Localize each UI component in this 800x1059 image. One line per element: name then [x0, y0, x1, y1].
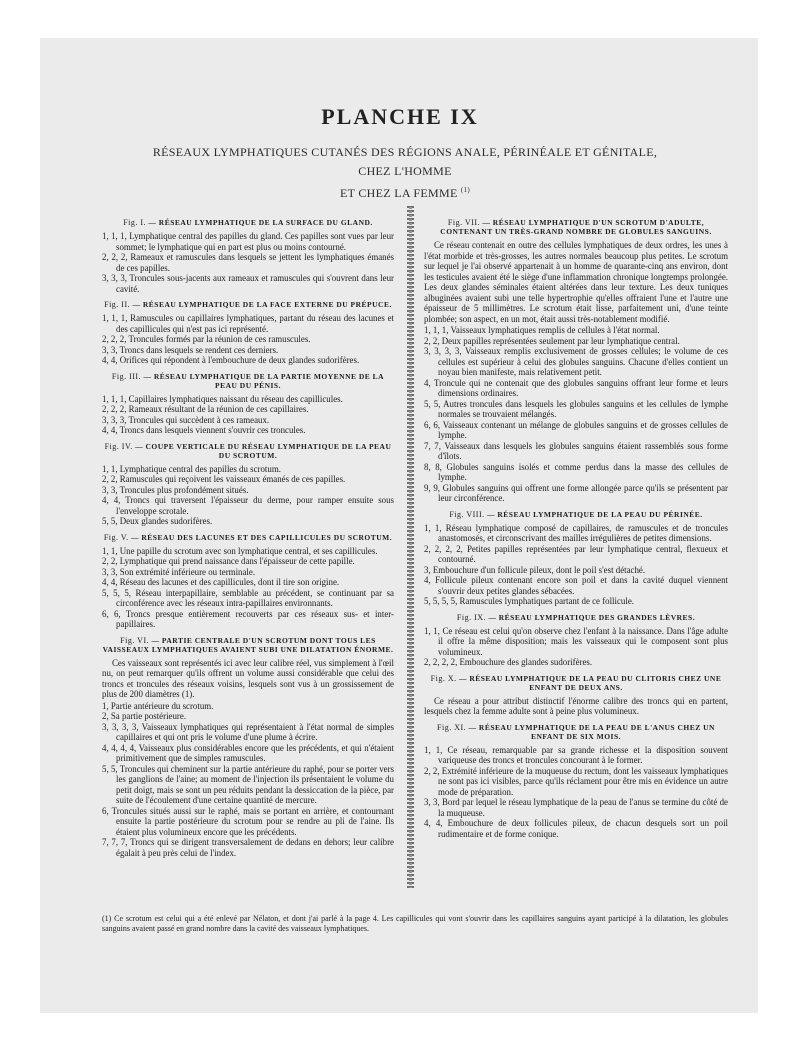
legend-item: 5, 5, Troncules qui cheminent sur la partie antérieure du raphé, pour se porter vers les ganglions de l'aine; au moment de l'injection ils présentaient le volume du petit doigt, mais se sont un peu réduits pendant la dessiccation de la pièce, par suite de l'écoulement d'une certaine quantité de mercure. — [102, 763, 394, 805]
figure-heading — [102, 218, 394, 227]
figure-title: — RÉSEAU LYMPHATIQUE DE LA FACE EXTERNE DU PRÉPUCE. — [132, 300, 392, 309]
legend-item: 9, 9, Globules sanguins qui offrent une forme allongée parce qu'ils se présentent par leur circonférence. — [424, 482, 728, 503]
legend-item: 4, 4, Réseau des lacunes et des capillicules, dont il tire son origine. — [102, 577, 340, 587]
legend-item: 1, 1, 1, Capillaires lymphatiques naissant du réseau des capillicules. — [102, 393, 343, 404]
figure-title: — RÉSEAU LYMPHATIQUE DE LA SURFACE DU GLAND. — [148, 218, 373, 227]
legend-item: 4, Troncule qui ne contenait que des globules sanguins offrant leur forme et leurs dimensions ordinaires. — [424, 377, 728, 398]
figure-title: — RÉSEAU LYMPHATIQUE DES GRANDES LÈVRES. — [488, 612, 696, 622]
legend-item: 2, 2, 2, 2, Embouchure des glandes sudorifères. — [424, 657, 593, 667]
legend-item: 5, 5, Deux glandes sudorifères. — [102, 516, 213, 526]
legend-item: 2, 2, 2, Rameaux résultant de la réunion de ces capillaires. — [102, 404, 309, 414]
figure-section — [102, 218, 394, 294]
figure-section — [424, 613, 728, 668]
legend-item: 1, 1, Ce réseau est celui qu'on observe chez l'enfant à la naissance. Dans l'âge adulte il offre la même disposition; mais les vaisseaux qui le composent sont plus volumineux. — [424, 625, 728, 657]
figure-section — [102, 533, 394, 630]
figure-number: Fig. V. — [103, 532, 129, 542]
footnote: (1) Ce scrotum est celui qui a été enlevé par Nélaton, et dont j'ai parlé à la page 4. Les capillicules qui vont s'ouvrir dans les capillaires sanguins ayant participé à la dilatation, les globules sanguins avaient passé en grand nombre dans la cavité des vaisseaux lymphatiques. — [102, 914, 728, 933]
legend-item: 2, Sa partie postérieure. — [102, 711, 187, 721]
figure-title: — COUPE VERTICALE DU RÉSEAU LYMPHATIQUE DE LA PEAU DU SCROTUM. — [135, 441, 392, 460]
legend-item: 5, 5, 5, Réseau interpapillaire, semblable au précédent, se continuant par sa circonférence avec les réseaux intra-papillaires environnants. — [102, 587, 394, 608]
legend-item: 1, Partie antérieure du scrotum. — [102, 700, 214, 711]
legend-item: 3, 3, 3, Troncules sous-jacents aux rameaux et ramuscules qui s'ouvrent dans leur cavité. — [102, 273, 394, 294]
figure-intro: Ces vaisseaux sont représentés ici avec leur calibre réel, vus simplement à l'œil nu, on peut remarquer qu'ils offrent un volume aussi considérable que celui des troncs et troncules des réseaux voisins, lesquels sont vus à un grossissement de plus de 200 diamètres (1). — [102, 657, 394, 699]
figure-number: Fig. VII. — [447, 218, 481, 227]
legend-item: 5, 5, Autres troncules dans lesquels les globules sanguins et les cellules de lymphe normales se trouvaient mélangés. — [424, 398, 728, 419]
legend-item: 3, 3, 3, 3, Vaisseaux remplis exclusivement de grosses cellules; le volume de ces cellules est supérieur à celui des globules sanguins. Chacune d'elles contient un noyau bien manifeste, mais relativement petit. — [424, 346, 728, 377]
figure-number: Fig. I. — [123, 218, 147, 227]
column-divider — [407, 206, 414, 888]
figure-section — [424, 510, 728, 607]
figure-title: — RÉSEAU LYMPHATIQUE D'UN SCROTUM D'ADULTE, CONTENANT UN TRÈS-GRAND NOMBRE DE GLOBULES SANGUINS. — [440, 218, 712, 236]
legend-item: 7, 7, 7, Troncs qui se dirigent transversalement de dedans en dehors; leur calibre égalait à peu près celui de l'index. — [102, 837, 394, 858]
figure-heading — [424, 510, 728, 519]
legend-item: 3, 3, Troncs dans lesquels se rendent ces derniers. — [102, 344, 279, 355]
figure-title: — RÉSEAU DES LACUNES ET DES CAPILLICULES DU SCROTUM. — [131, 532, 393, 542]
figure-heading — [102, 442, 394, 460]
figure-heading — [102, 372, 394, 390]
legend-item: 2, 2, 2, Troncules formés par la réunion de ces ramuscules. — [102, 334, 311, 344]
figure-title: — PARTIE CENTRALE D'UN SCROTUM DONT TOUS LES VAISSEAUX LYMPHATIQUES AVAIENT SUBI UNE DILATATION ÉNORME. — [102, 635, 394, 654]
legend-item: 3, 3, Troncules plus profondément situés. — [102, 484, 249, 495]
legend-item: 1, 1, Une papille du scrotum avec son lymphatique central, et ses capillicules. — [102, 545, 378, 556]
figure-section — [424, 723, 728, 840]
legend-item: 6, Troncules situés aussi sur le raphé, mais se portant en arrière, et contournant ensuite la partie postérieure du scrotum pour se rendre au pli de l'aine. Ils étaient plus volumineux encore que les précédents. — [102, 805, 394, 837]
legend-item: 6, 6, Vaisseaux contenant un mélange de globules sanguins et de grosses cellules de lymphe. — [424, 419, 728, 440]
legend-item: 2, 2, Extrémité inférieure de la muqueuse du rectum, dont les vaisseaux lymphatiques ne sont pas ici visibles, parce qu'ils réclament pour être mis en évidence un autre mode de préparation. — [424, 765, 728, 797]
figure-section — [424, 218, 728, 504]
subtitle-line-1: RÉSEAUX LYMPHATIQUES CUTANÉS DES RÉGIONS ANALE, PÉRINÉALE ET GÉNITALE, CHEZ L'HOMME — [152, 145, 658, 178]
legend-item: 1, 1, 1, Ramuscules ou capillaires lymphatiques, partant du réseau des lacunes et des capillicules qui n'est pas ici représenté. — [102, 313, 394, 334]
legend-item: 2, 2, 2, Rameaux et ramuscules dans lesquels se jettent les lymphatiques émanés de ces papilles. — [102, 252, 394, 273]
legend-item: 3, 3, 3, 3, Vaisseaux lymphatiques qui représentaient à l'état normal de simples capillaires et qui ont pris le volume d'une plume à écrire. — [102, 721, 394, 742]
plate-title: PLANCHE IX — [321, 104, 479, 129]
left-column — [102, 212, 394, 858]
figure-number: Fig. III. — [111, 371, 142, 381]
figure-heading — [102, 300, 394, 309]
figure-number: Fig. VIII. — [449, 509, 485, 519]
legend-item: 2, 2, Deux papilles représentées seulement par leur lymphatique central. — [424, 335, 680, 346]
figure-number: Fig. XI. — [437, 722, 467, 732]
legend-item: 3, 3, Bord par lequel le réseau lymphatique de la peau de l'anus se termine du côté de la muqueuse. — [424, 797, 728, 818]
subtitle-line-2: ET CHEZ LA FEMME — [340, 186, 458, 200]
legend-item: 2, 2, 2, 2, Petites papilles représentées par leur lymphatique central, flexueux et contourné. — [424, 543, 728, 564]
legend-item: 1, 1, 1, Lymphatique central des papilles du gland. Ces papilles sont vues par leur sommet; le lymphatique qui en part est plus ou moins contourné. — [102, 231, 394, 252]
figure-heading — [424, 613, 728, 622]
legend-item: 3, Embouchure d'un follicule pileux, dont le poil s'est détaché. — [424, 564, 646, 575]
figure-section — [424, 674, 728, 717]
figure-intro: Ce réseau contenait en outre des cellules lymphatiques de deux ordres, les unes à l'état morbide et très-grosses, les autres normales beaucoup plus petites. Le scrotum sur lequel je l'ai observé appartenait à un homme de quarante-cinq ans environ, dont les testicules avaient été le siège d'une inflammation chronique longtemps prolongée. Les deux glandes séminales étaient altérées dans leur texture. Les deux tuniques albuginées avaient subi une telle hypertrophie qu'elles offraient l'une et l'autre une épaisseur de 5 millimètres. Le scrotum était lisse, parfaitement uni, d'une teinte plombée; son aspect, en un mot, était aussi très-notablement modifié. — [424, 240, 728, 324]
legend-item: 3, 3, 3, Troncules qui succèdent à ces rameaux. — [102, 414, 270, 425]
figure-heading — [102, 636, 394, 654]
legend-item: 1, 1, Réseau lymphatique composé de capillaires, de ramuscules et de troncules anastomosés, et circonscrivant des mailles irrégulières de petites dimensions. — [424, 522, 728, 543]
legend-item: 4, 4, 4, 4, Vaisseaux plus considérables encore que les précédents, et qui n'étaient primitivement que de simples ramuscules. — [102, 742, 394, 763]
legend-item: 1, 1, Ce réseau, remarquable par sa grande richesse et la disposition souvent variqueuse des troncs et troncules concourant à le former. — [424, 744, 728, 765]
right-column — [424, 212, 728, 839]
figure-title: — RÉSEAU LYMPHATIQUE DE LA PEAU DU PÉRINÉE. — [486, 509, 703, 519]
figure-section — [102, 636, 394, 859]
figure-number: Fig. VI. — [120, 635, 150, 645]
figure-title: — RÉSEAU LYMPHATIQUE DE LA PEAU DE L'ANUS CHEZ UN ENFANT DE SIX MOIS. — [468, 722, 715, 741]
figure-heading — [424, 218, 728, 236]
figure-number: Fig. II. — [104, 300, 131, 309]
legend-item: 4, 4, Troncs dans lesquels viennent s'ouvrir ces troncules. — [102, 425, 306, 435]
legend-item: 1, 1, 1, Vaisseaux lymphatiques remplis de cellules à l'état normal. — [424, 325, 660, 335]
subtitle-note-marker: (1) — [460, 186, 470, 194]
figure-number: Fig. IX. — [456, 612, 487, 622]
figure-title: — RÉSEAU LYMPHATIQUE DE LA PEAU DU CLITORIS CHEZ UNE ENFANT DE DEUX ANS. — [458, 673, 722, 692]
legend-item: 8, 8, Globules sanguins isolés et comme perdus dans la masse des cellules de lymphe. — [424, 461, 728, 482]
legend-item: 1, 1, Lymphatique central des papilles du scrotum. — [102, 463, 281, 474]
legend-item: 4, Follicule pileux contenant encore son poil et dans la cavité duquel viennent s'ouvrir deux petites glandes sébacées. — [424, 575, 728, 596]
plate-subtitle — [135, 143, 675, 203]
legend-item: 3, 3, Son extrémité inférieure ou terminale. — [102, 566, 256, 577]
figure-section — [102, 442, 394, 527]
figure-heading — [102, 533, 394, 542]
legend-item: 4, 4, Embouchure de deux follicules pileux, de chacun desquels sort un poil rudimentaire et de forme conique. — [424, 818, 728, 839]
legend-item: 5, 5, 5, 5, Ramuscules lymphatiques partant de ce follicule. — [424, 596, 634, 606]
figure-title: — RÉSEAU LYMPHATIQUE DE LA PARTIE MOYENNE DE LA PEAU DU PÉNIS. — [143, 371, 385, 390]
figure-heading — [424, 723, 728, 741]
figure-section — [102, 300, 394, 366]
legend-item: 4, 4, Troncs qui traversent l'épaisseur du derme, pour ramper ensuite sous l'enveloppe scrotale. — [102, 495, 394, 516]
figure-number: Fig. X. — [430, 673, 457, 683]
legend-item: 4, 4, Orifices qui répondent à l'embouchure de deux glandes sudorifères. — [102, 355, 360, 365]
legend-item: 2, 2, Ramuscules qui reçoivent les vaisseaux émanés de ces papilles. — [102, 474, 346, 484]
legend-item: 7, 7, Vaisseaux dans lesquels les globules sanguins étaient rassemblés sous forme d'îlots. — [424, 440, 728, 461]
figure-intro: Ce réseau a pour attribut distinctif l'énorme calibre des troncs qui en partent, lesquels chez la femme adulte sont à peine plus volumineux. — [424, 695, 728, 716]
figure-number: Fig. IV. — [104, 441, 133, 451]
figure-heading — [424, 674, 728, 692]
legend-item: 6, 6, Troncs presque entièrement recouverts par ces réseaux sus- et inter-papillaires. — [102, 608, 394, 629]
legend-item: 2, 2, Lymphatique qui prend naissance dans l'épaisseur de cette papille. — [102, 556, 355, 566]
figure-section — [102, 372, 394, 436]
